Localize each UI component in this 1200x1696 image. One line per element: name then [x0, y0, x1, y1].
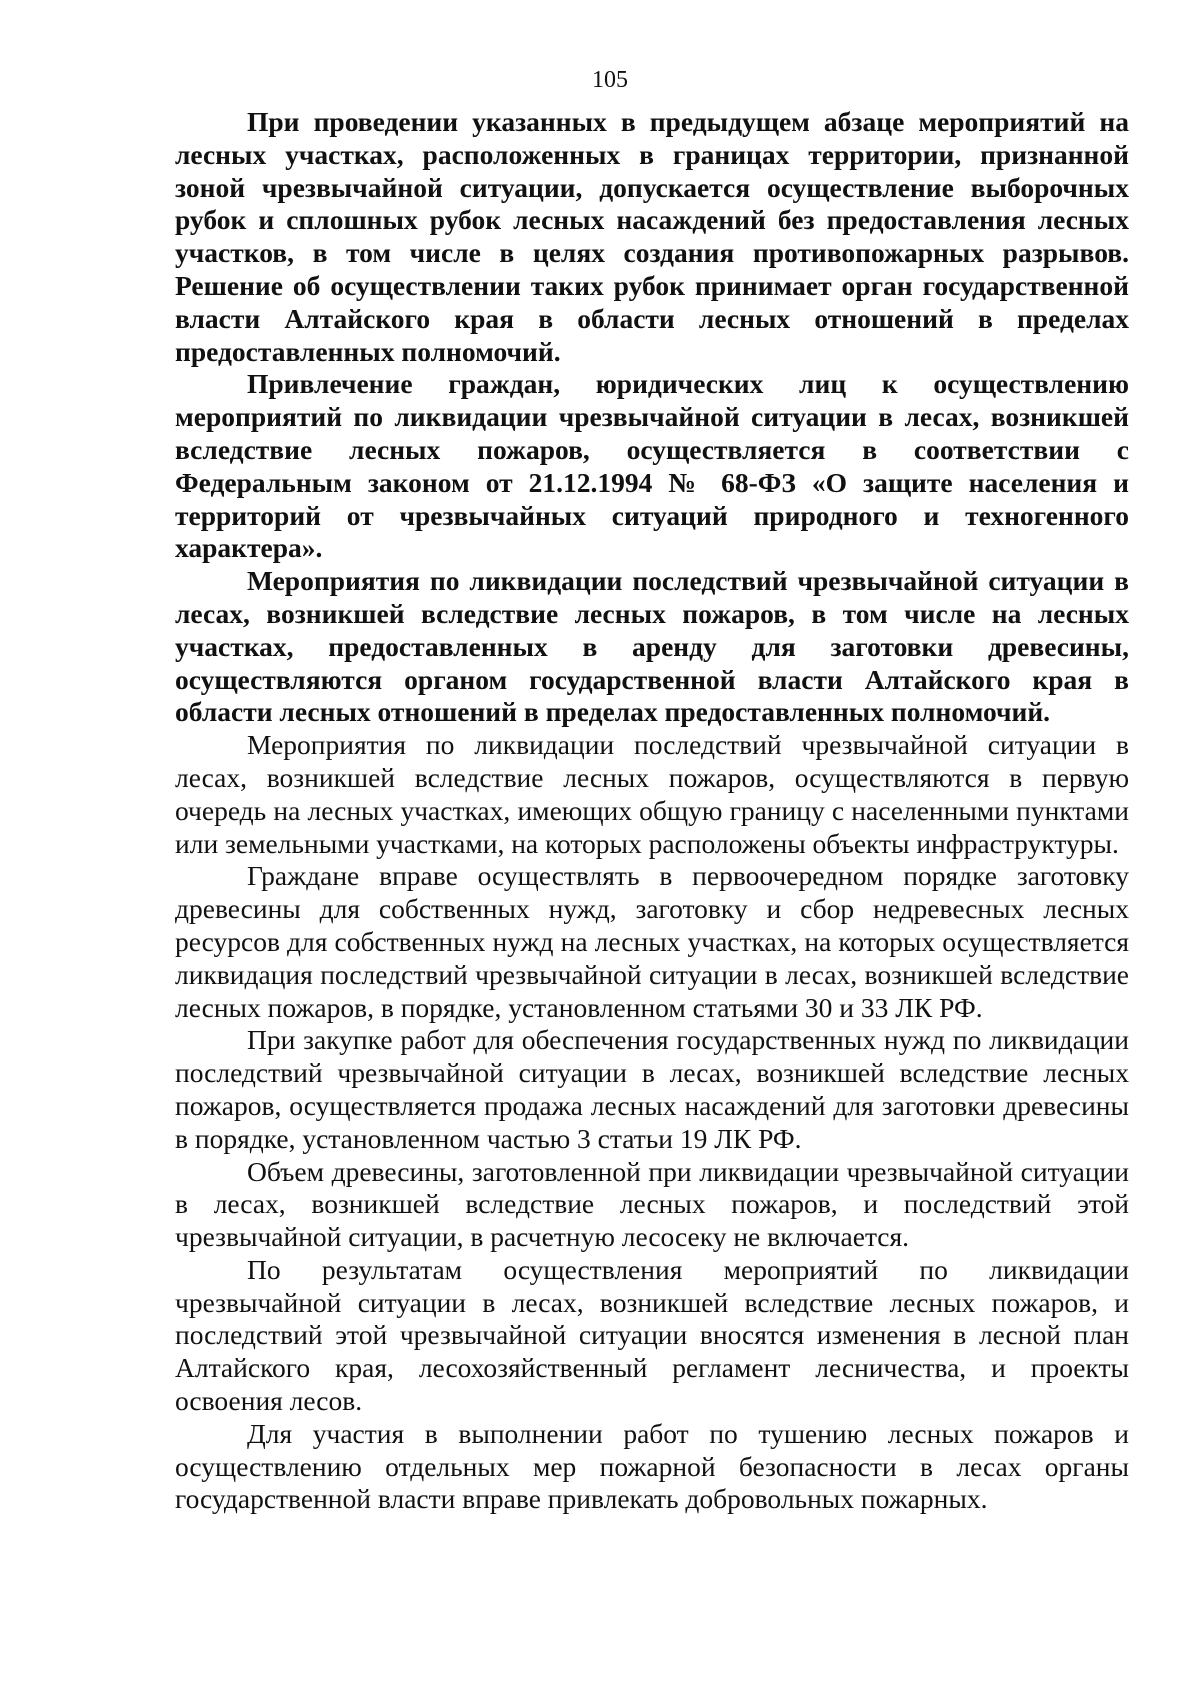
- paragraph-8: По результатам осуществления мероприятий по ликвидации чрезвычайной ситуации в лесах, возникшей вследствие лесных пожаров, и последствий этой чрезвычайной ситуации вносятся изменения в лесной план Алтайского края, лесохозяйственный регламент лесничества, и проекты освоения лесов.: [175, 1253, 1129, 1417]
- paragraph-9: Для участия в выполнении работ по тушению лесных пожаров и осуществлению отдельных мер пожарной безопасности в лесах органы государственной власти вправе привлекать добровольных пожарных.: [175, 1417, 1129, 1515]
- document-body: [175, 106, 1129, 1516]
- paragraph-4: Мероприятия по ликвидации последствий чрезвычайной ситуации в лесах, возникшей вследствие лесных пожаров, осуществляются в первую очередь на лесных участках, имеющих общую границу с населенными пунктами или земельными участками, на которых расположены объекты инфраструктуры.: [175, 729, 1129, 859]
- paragraph-5: Граждане вправе осуществлять в первоочередном порядке заготовку древесины для собственных нужд, заготовку и сбор недревесных лесных ресурсов для собственных нужд на лесных участках, на которых осуществляется ликвидация последствий чрезвычайной ситуации в лесах, возникшей вследствие лесных пожаров, в порядке, установленном статьями 30 и 33 ЛК РФ.: [175, 860, 1129, 1023]
- paragraph-7: Объем древесины, заготовленной при ликвидации чрезвычайной ситуации в лесах, возникшей вследствие лесных пожаров, и последствий этой чрезвычайной ситуации, в расчетную лесосеку не включается.: [175, 1155, 1129, 1253]
- page-number: 105: [592, 67, 628, 93]
- paragraph-2: Привлечение граждан, юридических лиц к осуществлению мероприятий по ликвидации чрезвычайной ситуации в лесах, возникшей вследствие лесных пожаров, осуществляется в соответствии с Федеральным законом от 21.12.1994 № 68-ФЗ «О защите населения и территорий от чрезвычайных ситуаций природного и техногенного характера».: [175, 368, 1129, 564]
- paragraph-1: При проведении указанных в предыдущем абзаце мероприятий на лесных участках, расположенных в границах территории, признанной зоной чрезвычайной ситуации, допускается осуществление выборочных рубок и сплошных рубок лесных насаждений без предоставления лесных участков, в том числе в целях создания противопожарных разрывов. Решение об осуществлении таких рубок принимает орган государственной власти Алтайского края в области лесных отношений в пределах предоставленных полномочий.: [175, 106, 1129, 367]
- paragraph-6: При закупке работ для обеспечения государственных нужд по ликвидации последствий чрезвычайной ситуации в лесах, возникшей вследствие лесных пожаров, осуществляется продажа лесных насаждений для заготовки древесины в порядке, установленном частью 3 статьи 19 ЛК РФ.: [175, 1024, 1129, 1154]
- paragraph-3: Мероприятия по ликвидации последствий чрезвычайной ситуации в лесах, возникшей вследствие лесных пожаров, в том числе на лесных участках, предоставленных в аренду для заготовки древесины, осуществляются органом государственной власти Алтайского края в области лесных отношений в пределах предоставленных полномочий.: [175, 565, 1129, 728]
